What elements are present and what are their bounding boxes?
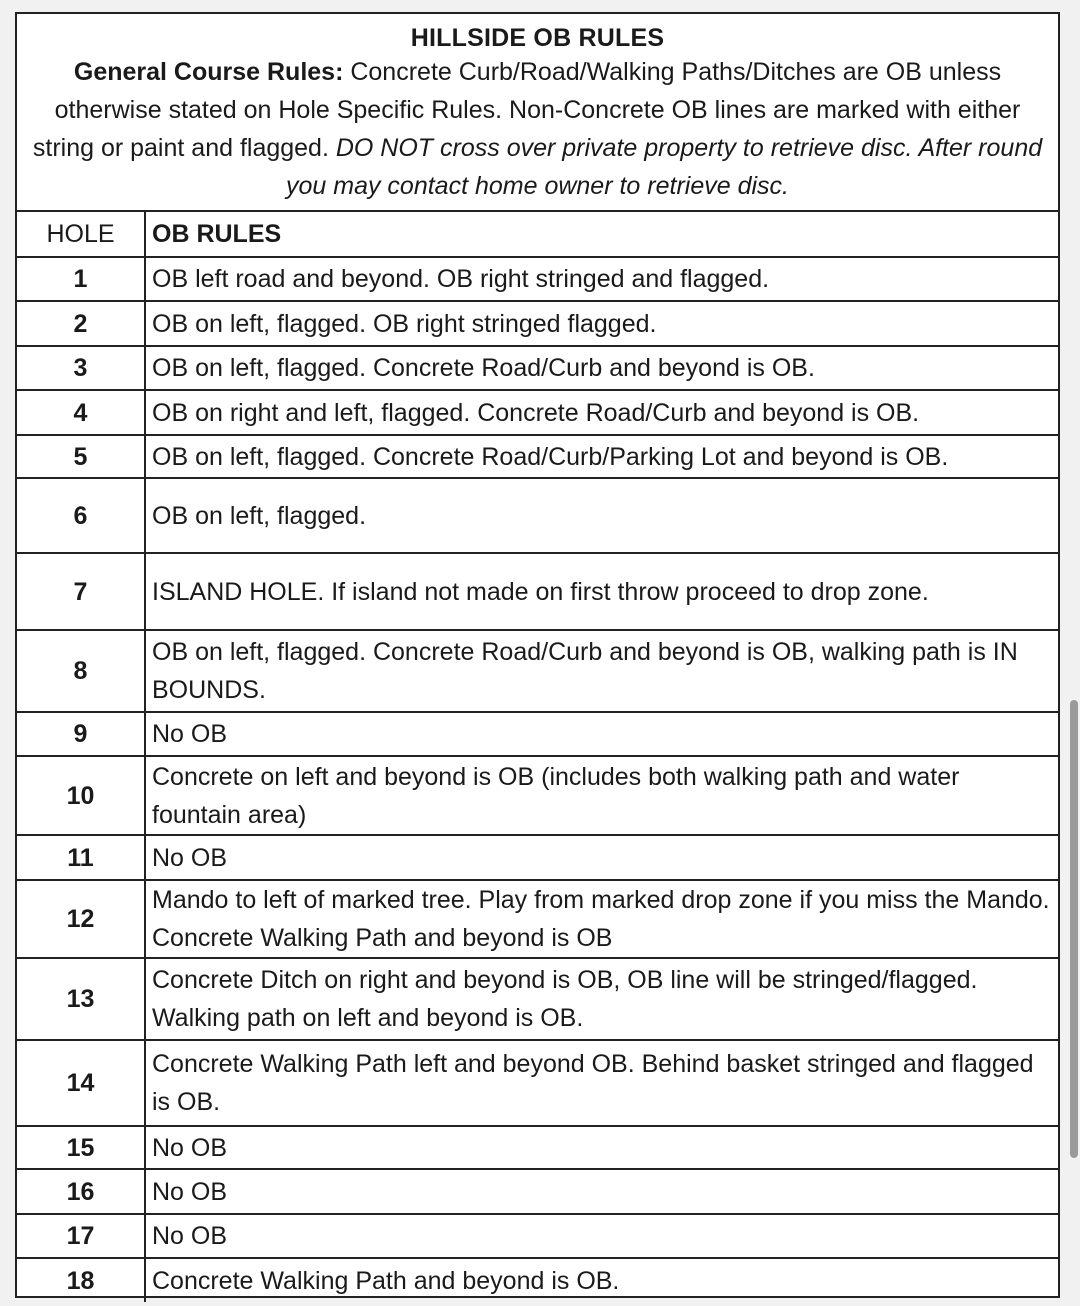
hole-number: 16: [17, 1169, 145, 1214]
table-row: [17, 958, 1058, 1040]
hole-rule: No OB: [145, 1126, 1058, 1169]
hole-number: 14: [17, 1040, 145, 1126]
hole-rule: Concrete Ditch on right and beyond is OB, OB line will be stringed/flagged. Walking path on left and beyond is OB.: [145, 958, 1058, 1040]
hole-number: 3: [17, 346, 145, 390]
hole-number: 11: [17, 835, 145, 880]
hole-rule: OB on left, flagged. Concrete Road/Curb and beyond is OB, walking path is IN BOUNDS.: [145, 630, 1058, 712]
column-header-rules: OB RULES: [152, 220, 282, 248]
table-row: [17, 435, 1058, 478]
hole-number: 17: [17, 1214, 145, 1258]
hole-rule: OB on left, flagged.: [145, 478, 1058, 553]
hole-rule: Concrete Walking Path and beyond is OB.: [145, 1258, 1058, 1302]
hole-number: 2: [17, 301, 145, 346]
table-row: [17, 880, 1058, 958]
general-rules-warning: DO NOT cross over private property to retrieve disc. After round you may contact home owner to retrieve disc.: [285, 134, 1043, 200]
table-row: [17, 346, 1058, 390]
table-row: [17, 1169, 1058, 1214]
hole-number: 12: [17, 880, 145, 958]
ob-rules-sheet: [15, 12, 1060, 1298]
hole-rule: No OB: [145, 1169, 1058, 1214]
rules-header: [17, 14, 1058, 212]
table-row: [17, 301, 1058, 346]
page-title: HILLSIDE OB RULES: [410, 24, 665, 52]
hole-rule: OB on left, flagged. OB right stringed flagged.: [145, 301, 1058, 346]
general-course-rules: [17, 53, 1058, 205]
hole-rule: No OB: [145, 1214, 1058, 1258]
table-row: [17, 1126, 1058, 1169]
hole-rule: Concrete on left and beyond is OB (includes both walking path and water fountain area): [145, 756, 1058, 835]
hole-number: 9: [17, 712, 145, 756]
hole-number: 5: [17, 435, 145, 478]
table-row: [17, 553, 1058, 630]
hole-number: 15: [17, 1126, 145, 1169]
hole-rule: Mando to left of marked tree. Play from marked drop zone if you miss the Mando. Concrete Walking Path and beyond is OB: [145, 880, 1058, 958]
ob-rules-table: [17, 212, 1058, 1302]
column-header-hole: HOLE: [17, 212, 145, 257]
table-header-row: [17, 212, 1058, 257]
table-row: [17, 1040, 1058, 1126]
hole-rule: Concrete Walking Path left and beyond OB. Behind basket stringed and flagged is OB.: [145, 1040, 1058, 1126]
hole-number: 7: [17, 553, 145, 630]
table-row: [17, 1258, 1058, 1302]
hole-number: 1: [17, 257, 145, 301]
hole-rule: OB on right and left, flagged. Concrete Road/Curb and beyond is OB.: [145, 390, 1058, 435]
general-rules-label: General Course Rules:: [73, 58, 344, 86]
hole-rule: OB on left, flagged. Concrete Road/Curb/Parking Lot and beyond is OB.: [145, 435, 1058, 478]
hole-number: 10: [17, 756, 145, 835]
hole-rule: No OB: [145, 835, 1058, 880]
general-rules-text: Concrete Curb/Road/Walking Paths/Ditches are OB unless otherwise stated on Hole Specific Rules. Non-Concrete OB lines are marked with either string or paint and flagged.: [32, 58, 1021, 162]
table-row: [17, 756, 1058, 835]
table-row: [17, 478, 1058, 553]
hole-number: 18: [17, 1258, 145, 1302]
vertical-scrollbar[interactable]: [1070, 700, 1078, 1158]
table-row: [17, 712, 1058, 756]
hole-rule: OB left road and beyond. OB right stringed and flagged.: [145, 257, 1058, 301]
table-row: [17, 390, 1058, 435]
hole-rule: No OB: [145, 712, 1058, 756]
table-row: [17, 1214, 1058, 1258]
hole-rule: OB on left, flagged. Concrete Road/Curb and beyond is OB.: [145, 346, 1058, 390]
hole-number: 13: [17, 958, 145, 1040]
hole-number: 6: [17, 478, 145, 553]
table-row: [17, 835, 1058, 880]
hole-number: 4: [17, 390, 145, 435]
hole-rule: ISLAND HOLE. If island not made on first throw proceed to drop zone.: [145, 553, 1058, 630]
table-row: [17, 630, 1058, 712]
table-row: [17, 257, 1058, 301]
hole-number: 8: [17, 630, 145, 712]
